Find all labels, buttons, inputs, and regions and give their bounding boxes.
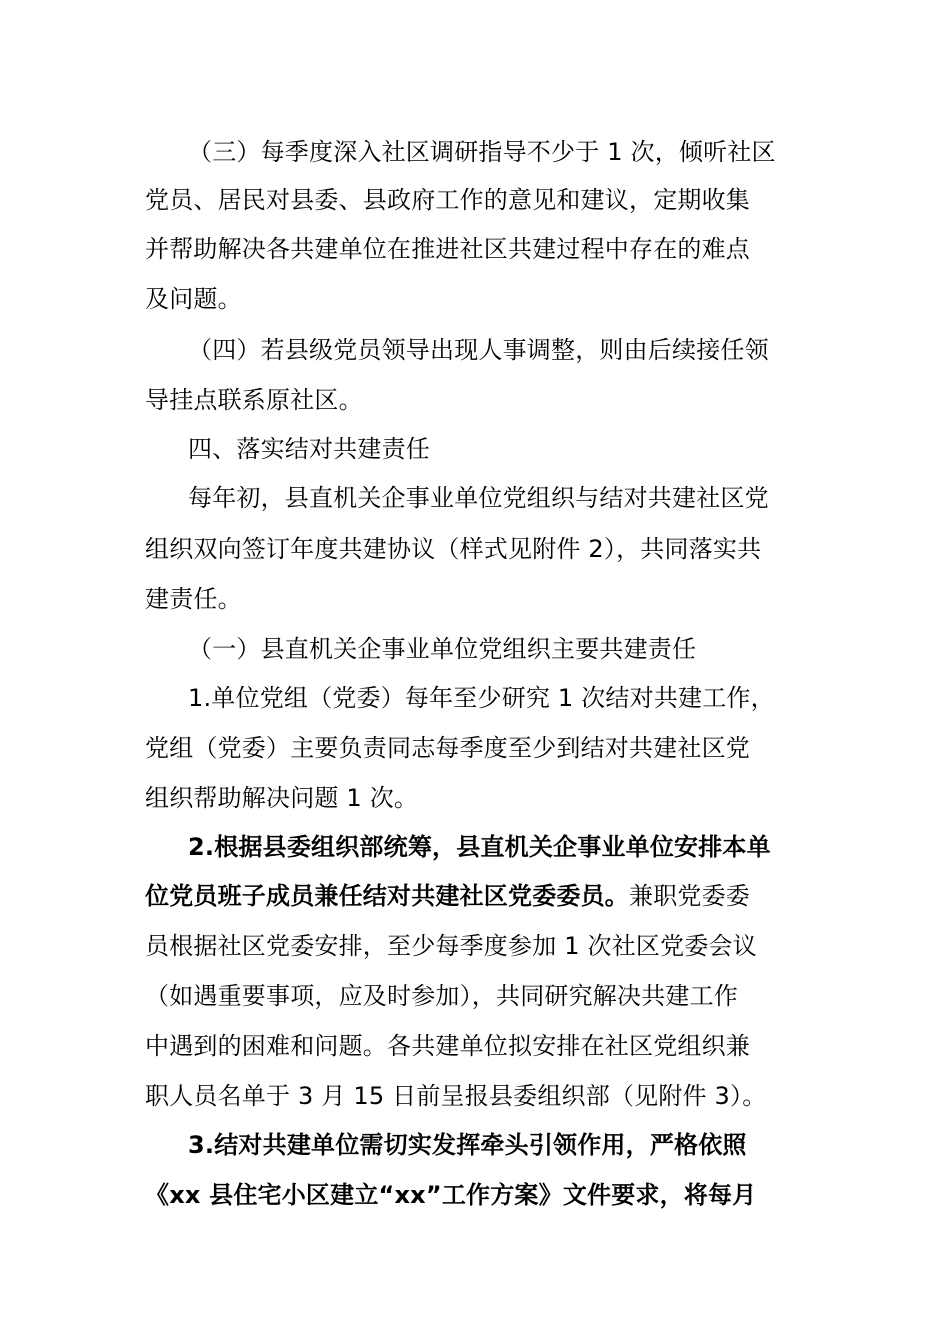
paragraph-line: （如遇重要事项，应及时参加），共同研究解决共建工作	[145, 982, 738, 1010]
bold-paragraph-line: 2.根据县委组织部统筹，县直机关企事业单位安排本单	[188, 833, 771, 861]
paragraph-line: 职人员名单于 3 月 15 日前呈报县委组织部（见附件 3）。	[145, 1082, 767, 1110]
subsection-heading: （一）县直机关企事业单位党组织主要共建责任	[188, 635, 697, 663]
bold-run: 位党员班子成员兼任结对共建社区党委委员。	[145, 882, 629, 910]
paragraph-line: 建责任。	[145, 585, 242, 613]
normal-run: 兼职党委委	[629, 882, 750, 910]
paragraph-line: 每年初，县直机关企事业单位党组织与结对共建社区党	[188, 484, 769, 512]
bold-paragraph-line: 3.结对共建单位需切实发挥牵头引领作用，严格依照	[188, 1131, 747, 1159]
paragraph-line: 组织双向签订年度共建协议（样式见附件 2），共同落实共	[145, 535, 762, 563]
paragraph-line: 组织帮助解决问题 1 次。	[145, 784, 419, 812]
paragraph-line: （四）若县级党员领导出现人事调整，则由后续接任领	[188, 336, 769, 364]
paragraph-line	[145, 880, 815, 912]
paragraph-line: 导挂点联系原社区。	[145, 386, 363, 414]
paragraph-line: 中遇到的困难和问题。各共建单位拟安排在社区党组织兼	[145, 1032, 750, 1060]
paragraph-line: 党组（党委）主要负责同志每季度至少到结对共建社区党	[145, 734, 750, 762]
paragraph-line: （三）每季度深入社区调研指导不少于 1 次，倾听社区	[188, 138, 776, 166]
paragraph-line: 并帮助解决各共建单位在推进社区共建过程中存在的难点	[145, 235, 750, 263]
paragraph-line: 员根据社区党委安排，至少每季度参加 1 次社区党委会议	[145, 932, 757, 960]
section-heading: 四、落实结对共建责任	[188, 435, 430, 463]
paragraph-line: 党员、居民对县委、县政府工作的意见和建议，定期收集	[145, 186, 750, 214]
bold-paragraph-line: 《xx 县住宅小区建立“xx”工作方案》文件要求，将每月	[145, 1181, 757, 1209]
paragraph-line: 1.单位党组（党委）每年至少研究 1 次结对共建工作，	[188, 684, 775, 712]
paragraph-line: 及问题。	[145, 285, 242, 313]
